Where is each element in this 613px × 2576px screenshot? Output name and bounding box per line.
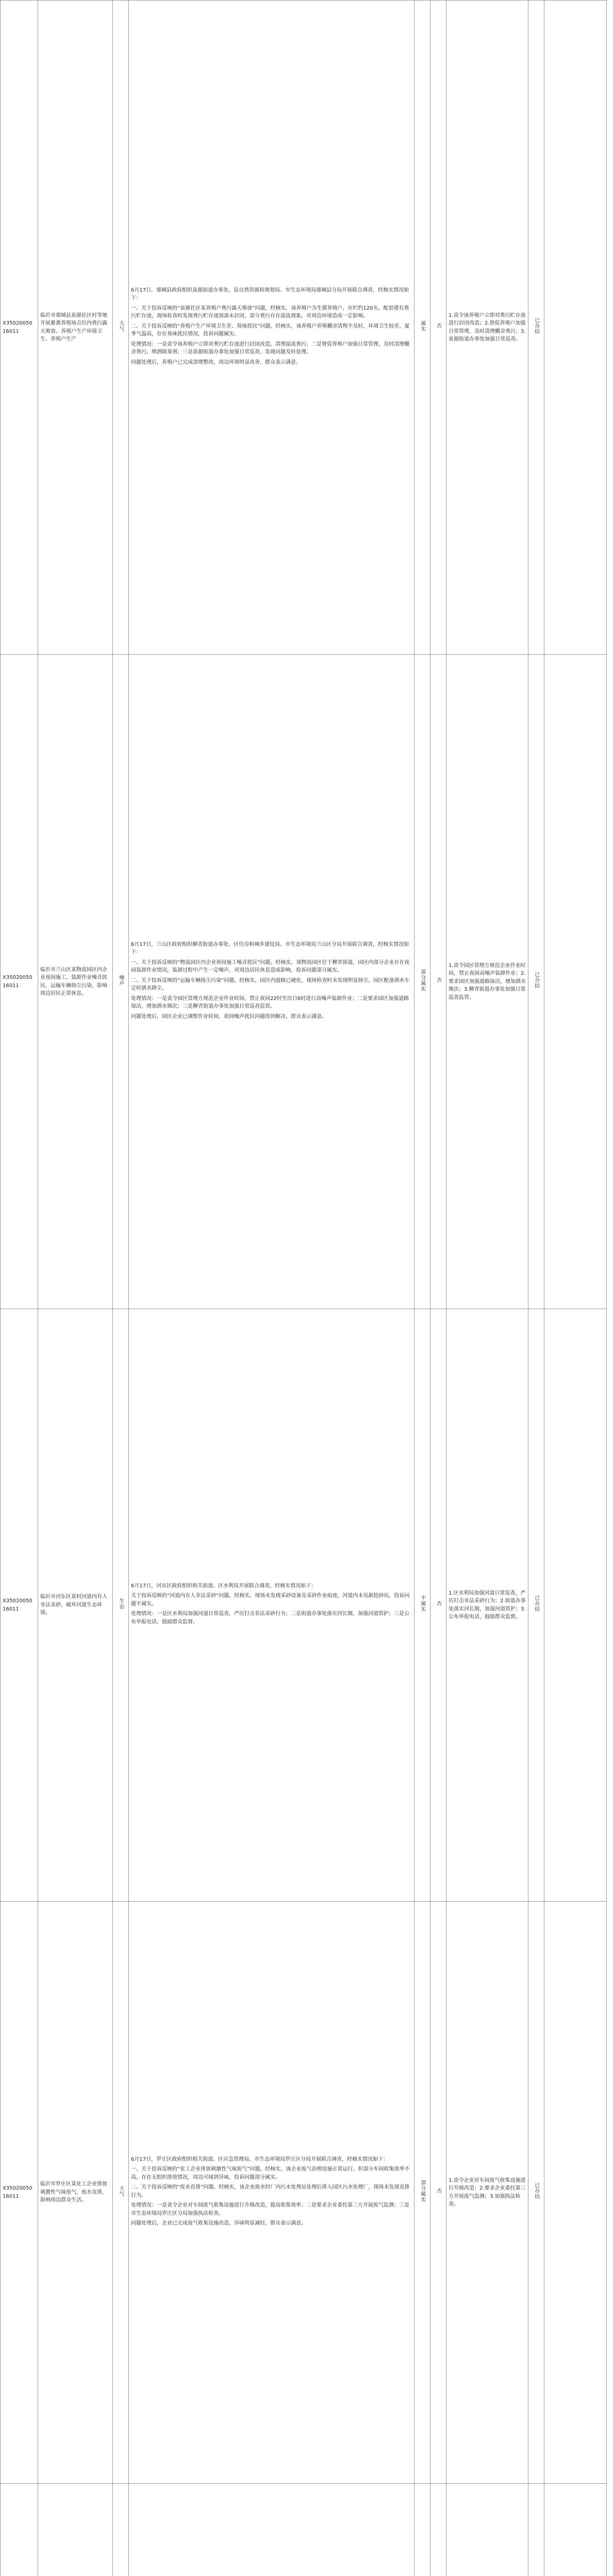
case-id-cell-text: X3502005016011 <box>3 975 32 989</box>
remarks-cell <box>544 1902 607 2484</box>
complaint-content-cell <box>38 1902 113 2484</box>
detail-paragraph: 问题处理后，园区企业已调整作业时间，夜间噪声扰民问题得到解决，群众表示满意。 <box>131 1013 327 1020</box>
complaint-content-cell <box>38 1 113 655</box>
status-cell <box>528 1 544 655</box>
status-cell <box>528 1309 544 1902</box>
detail-paragraph: 处理情况：一是责令该养殖户立即对粪污贮存池进行封闭改造，清理溢流粪污；二是督促养殖户加强日常管理，及时清理棚舍粪污，喷洒除臭剂；三是泉源街道办事处加强日常巡查，发现问题及时处理。 <box>131 341 409 355</box>
detail-paragraph: 问题处理后，企业已完成废气收集设施改造，异味明显减轻，群众表示满意。 <box>131 2221 306 2226</box>
complaint-content-cell-text: 临沂市郯城县泉源社区村等地开展畜禽养殖场点位内粪污露天堆放、养殖户生产环境卫生、养殖户生产 <box>40 312 107 342</box>
detail-paragraph: 二、关于投诉反映的“养殖户生产环境卫生差、臭味扰民”问题，经核实，该养殖户养殖棚舍清理不及时，环境卫生较差，夏季气温高，存在臭味扰民情况，投诉问题属实。 <box>131 323 410 337</box>
rectification-measures-cell-text: 1.责令企业对车间废气收集设施进行升级改造；2.要求企业委托第三方开展废气监测；3.加强执法检查。 <box>449 2177 526 2207</box>
investigation-detail-cell <box>129 2484 415 2576</box>
pollution-type-cell <box>113 655 129 1309</box>
accountability-cell <box>430 1 446 655</box>
remarks-cell <box>544 1 607 655</box>
verification-result-cell <box>415 1309 430 1902</box>
accountability-cell-text: 否 <box>435 2188 441 2194</box>
verification-result-cell-text: 不属实 <box>419 1595 425 1613</box>
status-cell <box>528 655 544 1309</box>
table-row <box>1 1 607 655</box>
pollution-type-cell <box>113 1902 129 2484</box>
accountability-cell-text: 否 <box>435 1601 441 1607</box>
rectification-measures-cell <box>446 2484 528 2576</box>
investigation-detail-cell <box>129 655 415 1309</box>
pollution-type-cell-text: 生态 <box>118 1598 124 1609</box>
rectification-measures-cell <box>446 1 528 655</box>
detail-paragraph: 6月17日，罗庄区政府组织相关街道、区应急管理局、市生态环境局罗庄区分局开展联合调查，经核实情况如下： <box>131 2156 389 2162</box>
rectification-measures-cell <box>446 655 528 1309</box>
remarks-cell <box>544 655 607 1309</box>
detail-paragraph: 处理情况：一是责令园区管理方规范企业作业时间，禁止夜间22时至次日6时进行高噪声装卸作业；二是要求园区加强道路保洁，增加洒水频次；三是柳青街道办事处加强日常巡查监管。 <box>131 995 409 1010</box>
verification-result-cell-text: 部分属实 <box>419 2179 425 2202</box>
accountability-cell-text: 否 <box>435 977 441 984</box>
verification-result-cell-text: 属实 <box>419 320 425 332</box>
detail-paragraph: 处理情况：一是区水利局加强河道日常巡查，严厉打击非法采砂行为；二是街道办事处落实河长制，加强河道管护；三是公布举报电话，鼓励群众监督。 <box>131 1611 409 1625</box>
detail-paragraph: 问题处理后，养殖户已完成清理整改，周边环境明显改善，群众表示满意。 <box>131 359 301 365</box>
detail-paragraph: 一、关于投诉反映的“泉源社区某养殖户粪污露天堆放”问题，经核实，该养殖户为生猪养殖户，存栏约120头，配套建有粪污贮存池，现场检查时发现粪污贮存池顶部未封闭，部分粪污存在溢流现象，对周边环境造成一定影响。 <box>131 305 409 319</box>
detail-paragraph: 6月17日，郯城县政府组织泉源街道办事处、县自然资源和规划局、市生态环境局郯城县分局开展联合调查，经核实情况如下： <box>131 287 409 301</box>
status-cell <box>528 1902 544 2484</box>
complaint-table-body <box>1 1 607 2576</box>
detail-paragraph: 6月17日，河东区政府组织相关街道、区水利局开展联合调查，经核实情况如下： <box>131 1583 317 1589</box>
pollution-type-cell-text: 大气 <box>118 2185 124 2197</box>
pollution-type-cell-text: 噪声 <box>118 974 124 986</box>
table-row <box>1 1309 607 1902</box>
accountability-cell <box>430 1902 446 2484</box>
complaint-content-cell <box>38 655 113 1309</box>
table-row <box>1 655 607 1309</box>
table-row <box>1 2484 607 2576</box>
rectification-measures-cell-text: 1.区水利局加强河道日常巡查，严厉打击非法采砂行为；2.街道办事处落实河长制，加强河道管护；3.公布举报电话，鼓励群众监督。 <box>449 1590 526 1620</box>
investigation-detail-cell <box>129 1309 415 1902</box>
status-cell-text: 已办结 <box>533 972 539 989</box>
verification-result-cell-text: 部分属实 <box>419 969 425 992</box>
detail-paragraph: 关于投诉反映的“河道内有人非法采砂”问题，经核实，现场未发现采砂设备及采砂作业痕迹，河道内未见新挖砂坑，投诉问题不属实。 <box>131 1593 410 1607</box>
complaint-content-cell-text: 临沂市罗庄区某化工企业排放刺激性气味废气，废水直排，影响周边群众生活。 <box>40 2181 107 2204</box>
pollution-type-cell <box>113 2484 129 2576</box>
pollution-type-cell <box>113 1309 129 1902</box>
status-cell-text: 已办结 <box>533 317 539 335</box>
complaint-content-cell <box>38 2484 113 2576</box>
accountability-cell <box>430 1309 446 1902</box>
rectification-measures-cell <box>446 1309 528 1902</box>
investigation-detail-cell <box>129 1902 415 2484</box>
detail-paragraph: 6月17日，兰山区政府组织柳青街道办事处、区住房和城乡建设局、市生态环境局兰山区分局开展联合调查，经核实情况如下： <box>131 941 409 956</box>
case-id-cell <box>1 1 38 655</box>
detail-paragraph: 二、关于投诉反映的“废水直排”问题，经核实，该企业废水经厂内污水处理站处理后排入园区污水处理厂，现场未发现直排行为。 <box>131 2184 410 2198</box>
verification-result-cell <box>415 2484 430 2576</box>
accountability-cell <box>430 655 446 1309</box>
rectification-measures-cell-text: 1.责令该养殖户立即对粪污贮存池进行封闭改造；2.督促养殖户加强日常管理，及时清理棚舍粪污；3.泉源街道办事处加强日常巡查。 <box>449 312 526 342</box>
case-id-cell <box>1 655 38 1309</box>
complaint-content-cell-text: 临沂市河东区某村河道内有人非法采砂，破坏河道生态环境。 <box>40 1594 107 1616</box>
case-id-cell <box>1 2484 38 2576</box>
case-id-cell-text: X3502005016011 <box>3 1598 32 1612</box>
case-id-cell-text: X3502005016011 <box>3 320 32 334</box>
rectification-measures-cell-text: 1.责令园区管理方规范企业作业时间，禁止夜间高噪声装卸作业；2.要求园区加强道路保洁，增加洒水频次；3.柳青街道办事处加强日常巡查监管。 <box>449 962 526 1001</box>
status-cell <box>528 2484 544 2576</box>
remarks-cell <box>544 2484 607 2576</box>
investigation-detail-cell <box>129 1 415 655</box>
status-cell-text: 已办结 <box>533 1595 539 1613</box>
verification-result-cell <box>415 655 430 1309</box>
status-cell-text: 已办结 <box>533 2182 539 2200</box>
detail-paragraph: 二、关于投诉反映的“运输车辆扬尘污染”问题，经核实，园区内道路已硬化，现场检查时未发现明显扬尘，园区配备洒水车定时洒水降尘。 <box>131 977 410 992</box>
rectification-measures-cell <box>446 1902 528 2484</box>
remarks-cell <box>544 1309 607 1902</box>
pollution-type-cell <box>113 1 129 655</box>
complaint-content-cell <box>38 1309 113 1902</box>
verification-result-cell <box>415 1902 430 2484</box>
detail-paragraph: 一、关于投诉反映的“物流园区内企业夜间施工噪音扰民”问题，经核实，该物流园区位于柳青街道，园区内部分企业存在夜间装卸作业情况，装卸过程中产生一定噪声，对周边居民休息造成影响，投诉问题部分属实。 <box>131 959 410 974</box>
accountability-cell <box>430 2484 446 2576</box>
detail-paragraph: 处理情况：一是责令企业对车间废气收集设施进行升级改造，提高收集效率；二是要求企业委托第三方开展废气监测；三是市生态环境局罗庄区分局加强执法检查。 <box>131 2202 409 2216</box>
accountability-cell-text: 否 <box>435 323 441 329</box>
case-id-cell <box>1 1902 38 2484</box>
complaint-content-cell-text: 临沂市兰山区某物流园区内企业夜间施工，装卸作业噪音扰民，运输车辆扬尘污染，影响周边居民正常休息。 <box>40 967 107 996</box>
case-id-cell-text: X3502005016011 <box>3 2185 32 2199</box>
table-row <box>1 1902 607 2484</box>
pollution-type-cell-text: 大气 <box>118 320 124 332</box>
case-id-cell <box>1 1309 38 1902</box>
verification-result-cell <box>415 1 430 655</box>
detail-paragraph: 一、关于投诉反映的“化工企业排放刺激性气味废气”问题，经核实，该企业废气治理设施正常运行，但部分车间收集效率不高，存在无组织排放情况，周边可闻到异味，投诉问题部分属实。 <box>131 2166 410 2180</box>
